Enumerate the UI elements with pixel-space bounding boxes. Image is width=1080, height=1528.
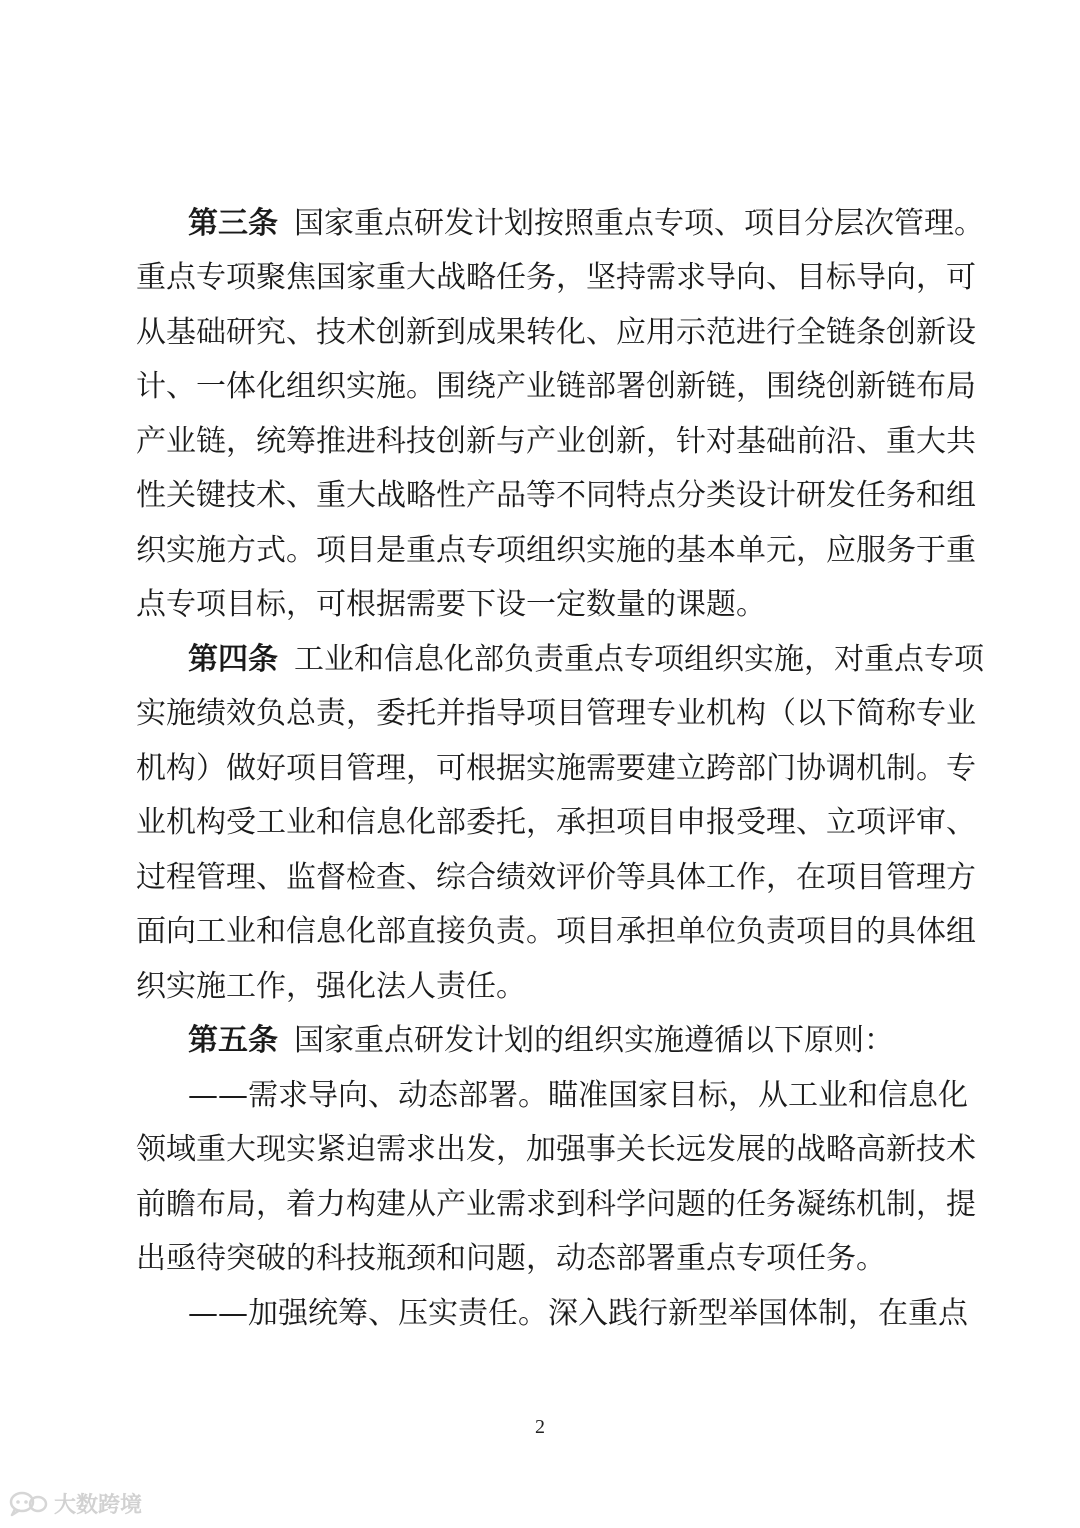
- paragraph-line: ——需求导向、动态部署。瞄准国家目标，从工业和信息化: [188, 1078, 968, 1113]
- paragraph-line: 面向工业和信息化部直接负责。项目承担单位负责项目的具体组: [136, 914, 976, 949]
- line-text: 国家重点研发计划的组织实施遵循以下原则：: [294, 1023, 894, 1058]
- paragraph-line: [188, 197, 984, 251]
- paragraph-line: [188, 633, 984, 687]
- paragraph-line: 出亟待突破的科技瓶颈和问题，动态部署重点专项任务。: [136, 1241, 886, 1276]
- line-text: 工业和信息化部负责重点专项组织实施，对重点专项: [294, 642, 984, 677]
- paragraph-line: 织实施工作，强化法人责任。: [136, 969, 526, 1004]
- chat-bubble-icon: [8, 1489, 48, 1517]
- article-heading: 第三条: [188, 206, 278, 241]
- watermark: [8, 1488, 142, 1518]
- paragraph-line: 点专项目标，可根据需要下设一定数量的课题。: [136, 587, 766, 622]
- paragraph-line: 计、一体化组织实施。围绕产业链部署创新链，围绕创新链布局: [136, 369, 976, 404]
- page-number: 2: [535, 1416, 545, 1438]
- paragraph-line: [188, 1014, 946, 1068]
- paragraph-line: 过程管理、监督检查、综合绩效评价等具体工作，在项目管理方: [136, 860, 976, 895]
- paragraph-line: 机构）做好项目管理，可根据实施需要建立跨部门协调机制。专: [136, 751, 976, 786]
- watermark-text: 大数跨境: [54, 1492, 143, 1518]
- paragraph-line: 织实施方式。项目是重点专项组织实施的基本单元，应服务于重: [136, 533, 976, 568]
- paragraph-line: 重点专项聚焦国家重大战略任务，坚持需求导向、目标导向，可: [136, 260, 976, 295]
- paragraph-line: ——加强统筹、压实责任。深入践行新型举国体制，在重点: [188, 1296, 968, 1331]
- article-heading: 第四条: [188, 642, 278, 677]
- paragraph-line: 产业链，统筹推进科技创新与产业创新，针对基础前沿、重大共: [136, 424, 976, 459]
- article-heading: 第五条: [188, 1023, 278, 1058]
- paragraph-line: 业机构受工业和信息化部委托，承担项目申报受理、立项评审、: [136, 805, 976, 840]
- paragraph-line: 领域重大现实紧迫需求出发，加强事关长远发展的战略高新技术: [136, 1132, 976, 1167]
- paragraph-line: 从基础研究、技术创新到成果转化、应用示范进行全链条创新设: [136, 315, 976, 350]
- paragraph-line: 前瞻布局，着力构建从产业需求到科学问题的任务凝练机制，提: [136, 1187, 976, 1222]
- paragraph-line: 性关键技术、重大战略性产品等不同特点分类设计研发任务和组: [136, 478, 976, 513]
- paragraph-line: 实施绩效负总责，委托并指导项目管理专业机构（以下简称专业: [136, 696, 976, 731]
- line-text: 国家重点研发计划按照重点专项、项目分层次管理。: [294, 206, 984, 241]
